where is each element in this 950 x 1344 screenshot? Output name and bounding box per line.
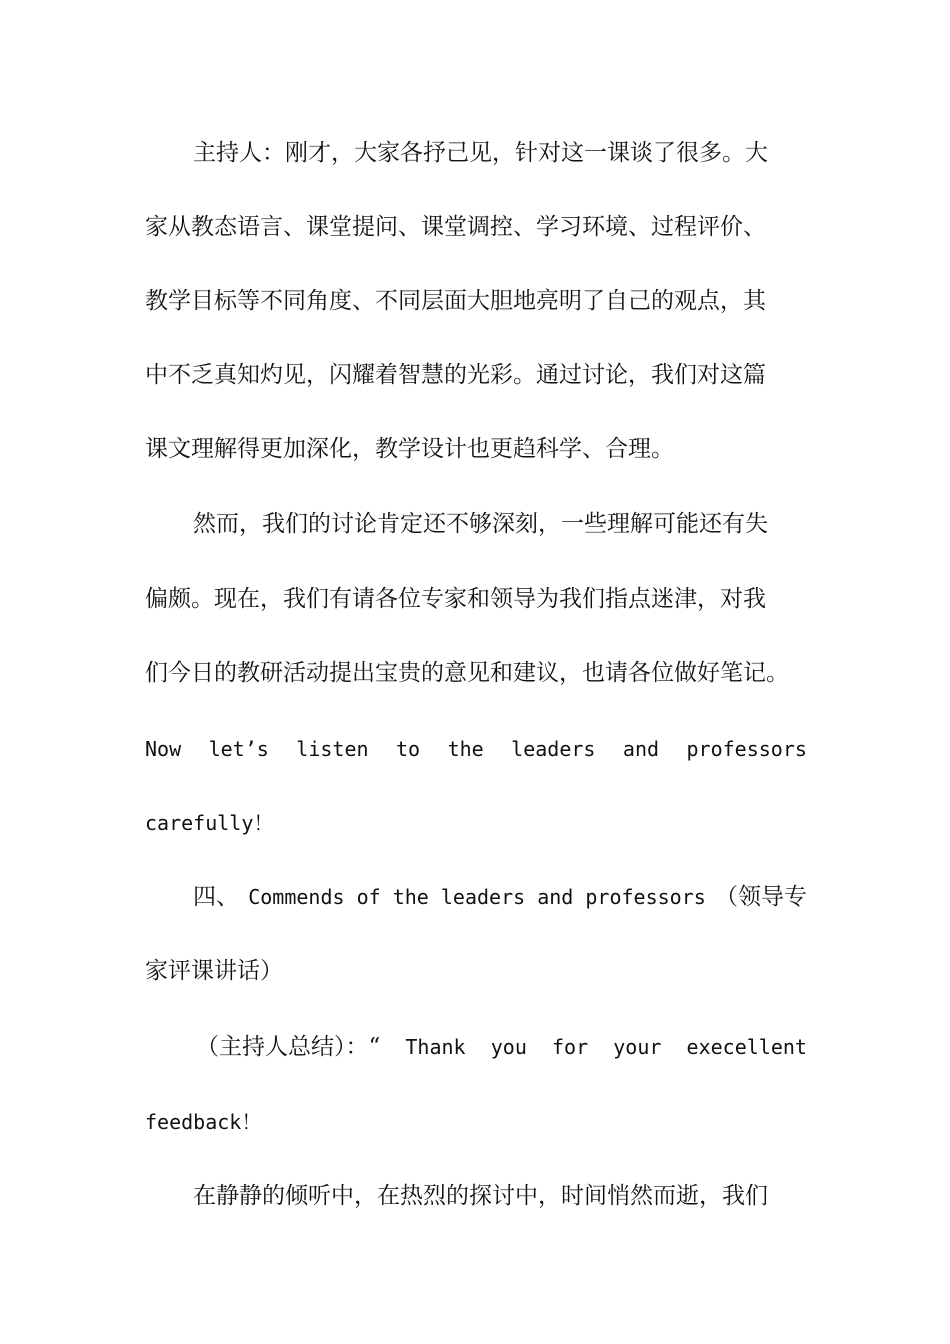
word: you bbox=[490, 1035, 527, 1059]
paragraph-line: 教学目标等不同角度、不同层面大胆地亮明了自己的观点，其 bbox=[145, 288, 766, 314]
english-line: feedback！ bbox=[145, 1110, 262, 1134]
word: and bbox=[622, 737, 660, 761]
paragraph-line: 家评课讲话） bbox=[145, 958, 283, 984]
word: the bbox=[447, 737, 484, 761]
section-title-chinese: （领导专 bbox=[715, 884, 807, 910]
section-title-english: Commends of the leaders and professors bbox=[248, 885, 706, 909]
summary-line bbox=[196, 1027, 807, 1067]
paragraph-line: 在静静的倾听中，在热烈的探讨中，时间悄然而逝，我们 bbox=[193, 1183, 768, 1209]
paragraph-line: 们今日的教研活动提出宝贵的意见和建议，也请各位做好笔记。 bbox=[145, 660, 789, 686]
word: let’s bbox=[208, 737, 269, 761]
summary-prefix: （主持人总结）：“ bbox=[196, 1034, 381, 1060]
word: your bbox=[613, 1035, 662, 1059]
word: leaders bbox=[511, 737, 596, 761]
word: Now bbox=[145, 737, 182, 761]
paragraph-line: 课文理解得更加深化，教学设计也更趋科学、合理。 bbox=[145, 436, 674, 462]
word: professors bbox=[686, 737, 807, 761]
english-line: carefully！ bbox=[145, 811, 274, 835]
paragraph-line: 中不乏真知灼见，闪耀着智慧的光彩。通过讨论，我们对这篇 bbox=[145, 362, 766, 388]
word: execellent bbox=[686, 1035, 807, 1059]
paragraph-line: 家从教态语言、课堂提问、课堂调控、学习环境、过程评价、 bbox=[145, 214, 766, 240]
english-line bbox=[145, 729, 807, 769]
word: Thank bbox=[405, 1035, 466, 1059]
section-number: 四、 bbox=[193, 884, 239, 910]
paragraph-line: 主持人：刚才，大家各抒己见，针对这一课谈了很多。大 bbox=[193, 140, 768, 166]
paragraph-line: 偏颇。现在，我们有请各位专家和领导为我们指点迷津，对我 bbox=[145, 586, 766, 612]
word: listen bbox=[296, 737, 369, 761]
section-heading-line bbox=[193, 877, 807, 917]
word: for bbox=[551, 1035, 589, 1059]
word: to bbox=[396, 737, 421, 761]
paragraph-line: 然而，我们的讨论肯定还不够深刻，一些理解可能还有失 bbox=[193, 511, 768, 537]
